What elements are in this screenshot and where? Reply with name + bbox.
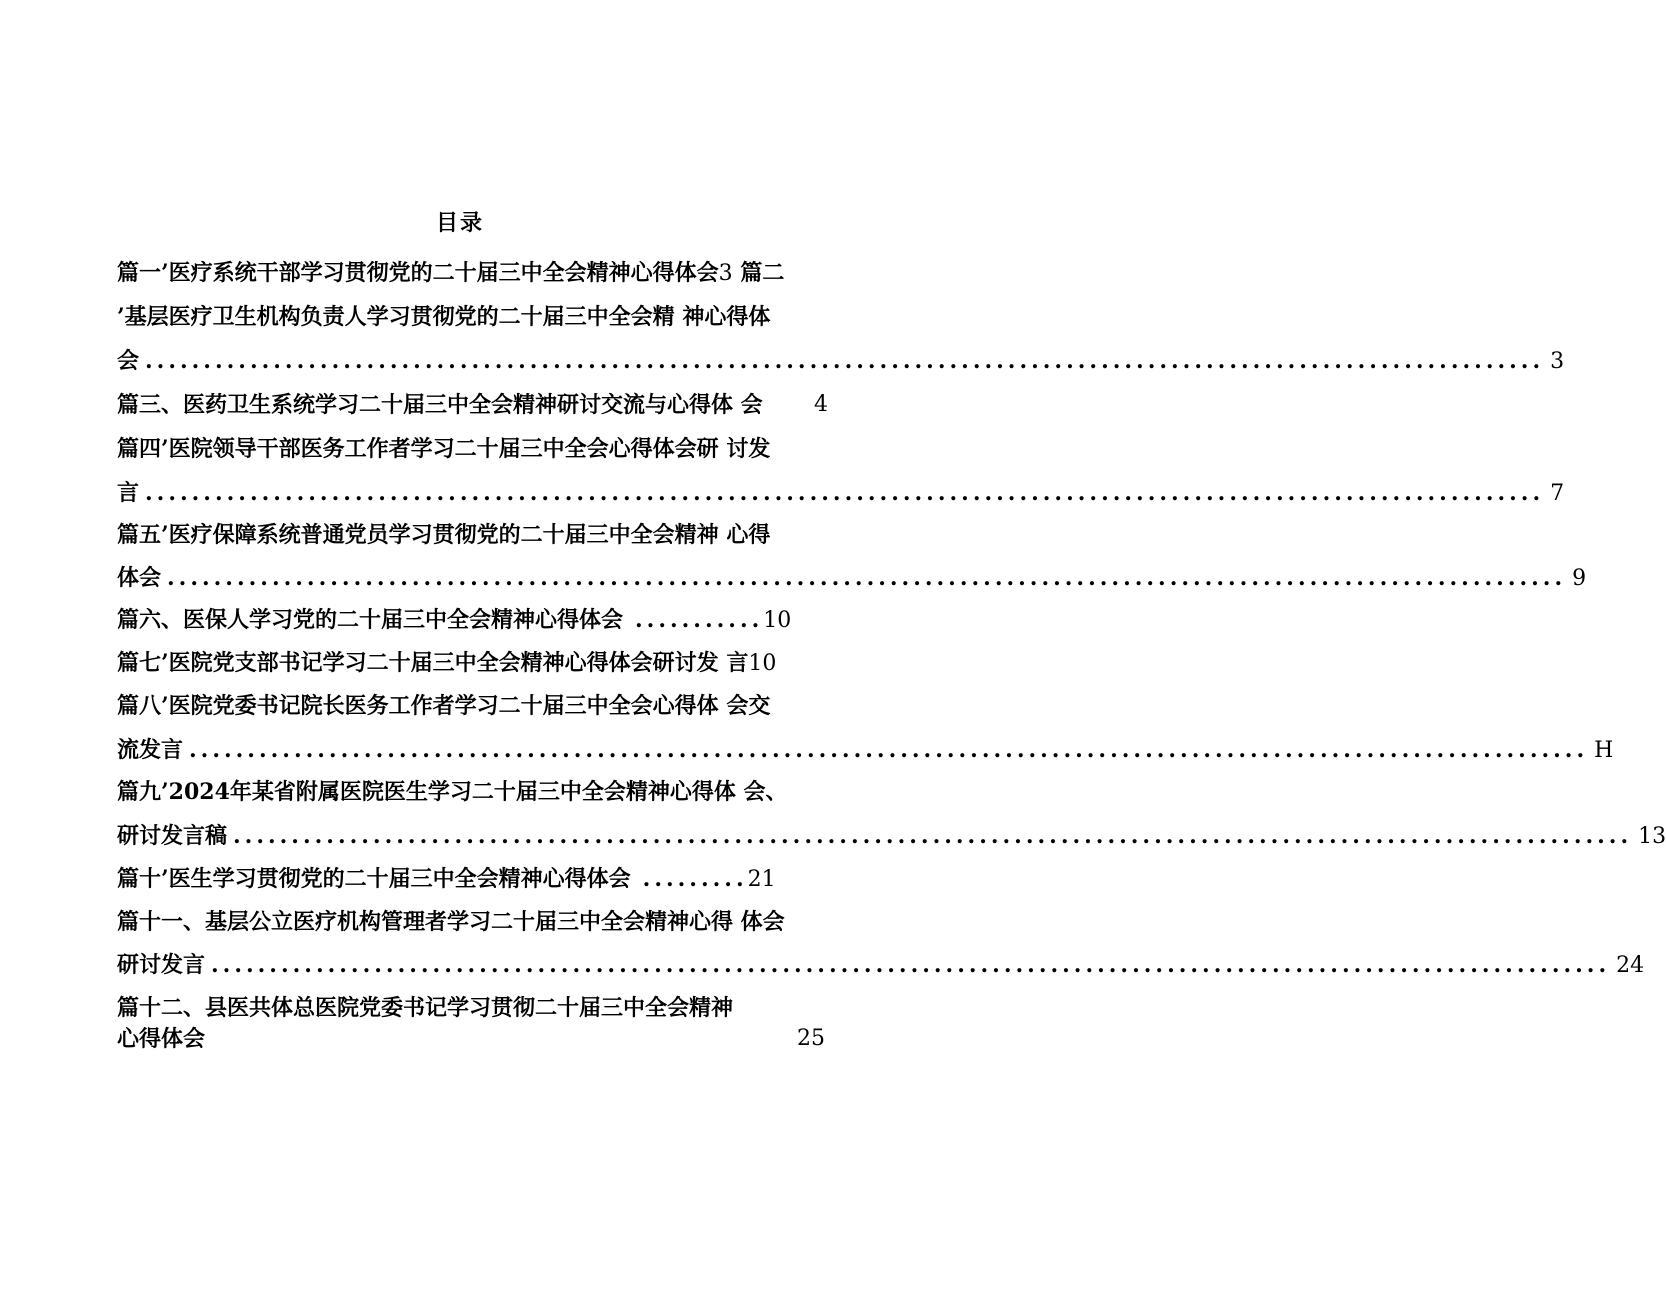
toc-entry-6-page: 10 — [763, 608, 792, 633]
toc-entry-7[interactable] — [117, 648, 829, 679]
toc-entry-7-text: 篇七’医院党支部书记学习二十届三中全会精神心得体会研讨发 言 — [117, 650, 749, 676]
toc-entry-2-leader[interactable] — [117, 346, 1565, 377]
toc-entry-3[interactable] — [117, 390, 829, 420]
toc-entry-12-text: 篇十二、县医共体总医院党委书记学习贯彻二十届三中全会精神 — [117, 995, 734, 1021]
toc-entry-5-text-end: 体会 — [117, 565, 162, 591]
dot-leader: ........................................................................................................................ — [145, 348, 1545, 374]
toc-entry-10[interactable] — [117, 864, 827, 895]
toc-entry-12[interactable] — [117, 993, 829, 1023]
toc-entry-8-text: 篇八’医院党委书记院长医务工作者学习二十届三中全会心得体 会交 — [117, 693, 771, 719]
toc-entry-9-leader[interactable] — [117, 821, 1666, 852]
toc-entry-1[interactable] — [117, 258, 829, 289]
toc-title: 目录 — [435, 210, 484, 236]
dot-leader: ........................................................................................................................ — [233, 823, 1633, 849]
toc-entry-6-text: 篇六、医保人学习党的二十届三中全会精神心得体会 — [117, 607, 624, 633]
toc-entry-5-leader[interactable] — [117, 563, 1587, 594]
toc-entry-6[interactable] — [117, 605, 817, 636]
toc-entry-9-page: 13 — [1638, 824, 1666, 849]
toc-entry-12-text-end: 心得体会 — [117, 1026, 206, 1052]
toc-entry-12-cont[interactable] — [117, 1024, 797, 1054]
toc-entry-2-start: 篇二 — [732, 260, 785, 286]
toc-entry-9[interactable] — [117, 777, 829, 807]
toc-entry-11-page: 24 — [1616, 953, 1645, 978]
toc-entry-11-text-end: 研讨发言 — [117, 952, 206, 978]
toc-entry-2-text-end: 会 — [117, 348, 140, 374]
toc-entry-10-page: 21 — [747, 867, 776, 892]
dot-leader: ........................................................................................................................ — [189, 737, 1589, 763]
toc-entry-3-text: 篇三、医药卫生系统学习二十届三中全会精神研讨交流与心得体 会 — [117, 392, 763, 418]
toc-entry-2-text: ’基层医疗卫生机构负责人学习贯彻党的二十届三中全会精 神心得体 — [117, 304, 771, 330]
dot-leader: ........................................................................................................................ — [211, 952, 1611, 978]
toc-entry-2[interactable] — [117, 302, 829, 332]
toc-entry-5[interactable] — [117, 520, 829, 550]
toc-entry-5-text: 篇五’医疗保障系统普通党员学习贯彻党的二十届三中全会精神 心得 — [117, 522, 771, 548]
toc-entry-10-text: 篇十’医生学习贯彻党的二十届三中全会精神心得体会 — [117, 866, 631, 892]
toc-entry-1-text: 篇一’医疗系统干部学习贯彻党的二十届三中全会精神心得体会 — [117, 260, 719, 286]
toc-entry-4-text: 篇四’医院领导干部医务工作者学习二十届三中全会心得体会研 讨发 — [117, 436, 771, 462]
toc-entry-3-page: 4 — [814, 392, 828, 417]
toc-entry-12-page: 25 — [797, 1026, 825, 1051]
toc-entry-8-text-end: 流发言 — [117, 737, 184, 763]
toc-entry-7-page: 10 — [748, 651, 777, 676]
toc-entry-5-page: 9 — [1572, 566, 1587, 591]
toc-entry-9-text-end: 研讨发言稿 — [117, 823, 228, 849]
toc-entry-11-text: 篇十一、基层公立医疗机构管理者学习二十届三中全会精神心得 体会 — [117, 909, 785, 935]
toc-entry-4[interactable] — [117, 434, 829, 464]
dot-leader: ........................................................................................................................ — [167, 565, 1567, 591]
toc-entry-11-leader[interactable] — [117, 950, 1645, 981]
toc-entry-1-page: 3 — [718, 261, 733, 286]
dot-leader: ........... — [635, 607, 764, 633]
toc-entry-9-text: 篇九’2024年某省附属医院医生学习二十届三中全会精神心得体 会、 — [117, 779, 788, 805]
dot-leader: ......... — [642, 866, 748, 892]
toc-entry-4-leader[interactable] — [117, 478, 1565, 509]
toc-entry-8-leader[interactable] — [117, 735, 1614, 766]
toc-entry-8[interactable] — [117, 691, 829, 721]
toc-entry-4-text-end: 言 — [117, 480, 140, 506]
toc-entry-4-page: 7 — [1550, 481, 1565, 506]
toc-entry-8-page: H — [1594, 738, 1614, 763]
toc-entry-2-page: 3 — [1550, 349, 1565, 374]
toc-entry-11[interactable] — [117, 907, 829, 937]
dot-leader: ........................................................................................................................ — [145, 480, 1545, 506]
